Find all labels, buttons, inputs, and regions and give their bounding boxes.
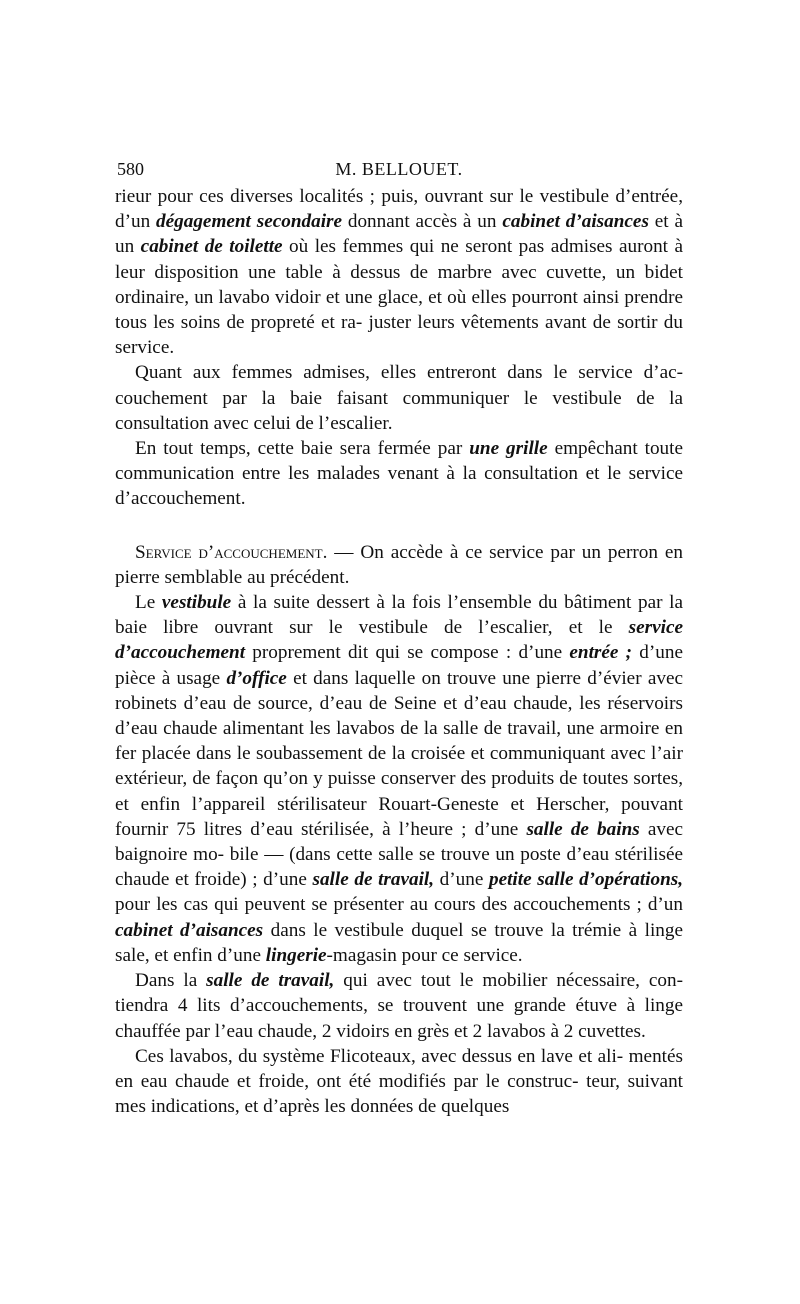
emphasis: petite salle d’opérations, xyxy=(488,869,684,891)
paragraph-2: Quant aux femmes admises, elles entreront dans le service d’ac- couchement par la baie faisant communiquer le vestibule de la consultation avec celui de l’escalier. xyxy=(115,362,683,434)
emphasis: entrée ; xyxy=(569,642,633,664)
emphasis: cabinet de toilette xyxy=(140,236,283,258)
paragraph-6: Dans la salle de travail, qui avec tout le mobilier nécessaire, con- tiendra 4 lits d’accouchements, se trouvent une grande étuve à linge chauffée par l’eau chaude, 2 vidoirs en grès et 2 lavabos à 2 cuvettes. xyxy=(115,970,683,1042)
emphasis: service d’accouchement xyxy=(115,617,683,664)
emphasis: cabinet d’aisances xyxy=(115,919,264,941)
section-heading: Service d’accouchement. xyxy=(135,541,328,563)
emphasis: cabinet d’aisances xyxy=(502,211,649,233)
paragraph-7: Ces lavabos, du système Flicoteaux, avec dessus en lave et ali- mentés en eau chaude et froide, ont été modifiés par le construc- teur, suivant mes indications, et d’après les données de quelques xyxy=(115,1045,683,1118)
running-head: M. BELLOUET. xyxy=(335,159,463,179)
emphasis: une grille xyxy=(469,438,548,460)
paragraph-1: rieur pour ces diverses localités ; puis, ouvrant sur le vestibule d’entrée, d’un dégagement secondaire donnant accès à un cabinet d’aisances et à un cabinet de toilette où les femmes qui ne seront pas admises auront à leur disposition une table à dessus de marbre avec cuvette, un bidet ordinaire, un lavabo vidoir et une glace, et où elles pourront ainsi prendre tous les soins de propreté et ra- juster leurs vêtements avant de sortir du service. xyxy=(115,186,684,359)
emphasis: salle de bains xyxy=(526,818,640,840)
paragraph-5: Le vestibule à la suite dessert à la fois l’ensemble du bâtiment par la baie libre ouvrant sur le vestibule de l’escalier, et le service d’accouchement proprement dit qui se compose : d’une entrée ; d’une pièce à usage d’office et dans laquelle on trouve une pierre d’évier avec robinets d’eau de source, d’eau de Seine et d’eau chaude, les réservoirs d’eau chaude alimentant les lavabos de la salle de travail, une armoire en fer placée dans le soubassement de la croisée et communiquant avec l’air extérieur, de façon qu’on y puisse conserver des produits de toutes sortes, et enfin l’appareil stérilisateur Rouart-Geneste et Herscher, pouvant fournir 75 litres d’eau stérilisée, à l’heure ; d’une salle de bains avec baignoire mo- bile — (dans cette salle se trouve un poste d’eau stérilisée chaude et froide) ; d’une salle de travail, d’une petite salle d’opérations, pour les cas qui peuvent se présenter au cours des accouchements ; d’un cabinet d’aisances dans le vestibule duquel se trouve la trémie à linge sale, et enfin d’une lingerie-magasin pour ce service. xyxy=(115,592,684,966)
paragraph-3: En tout temps, cette baie sera fermée par une grille empêchant toute communication entre les malades venant à la consultation et le service d’accouchement. xyxy=(115,438,683,510)
emphasis: salle de travail, xyxy=(206,970,335,992)
book-page xyxy=(115,154,683,1119)
section-paragraph: Service d’accouchement. — On accède à ce service par un perron en pierre semblable au précédent. xyxy=(115,541,683,588)
emphasis: salle de travail, xyxy=(312,869,435,891)
page-header xyxy=(115,154,683,184)
emphasis: vestibule xyxy=(161,592,232,614)
emphasis: dégagement secondaire xyxy=(156,211,343,233)
emphasis: lingerie xyxy=(265,944,327,966)
page-number: 580 xyxy=(117,159,144,179)
emphasis: d’office xyxy=(226,667,287,689)
body-text xyxy=(115,184,683,1119)
